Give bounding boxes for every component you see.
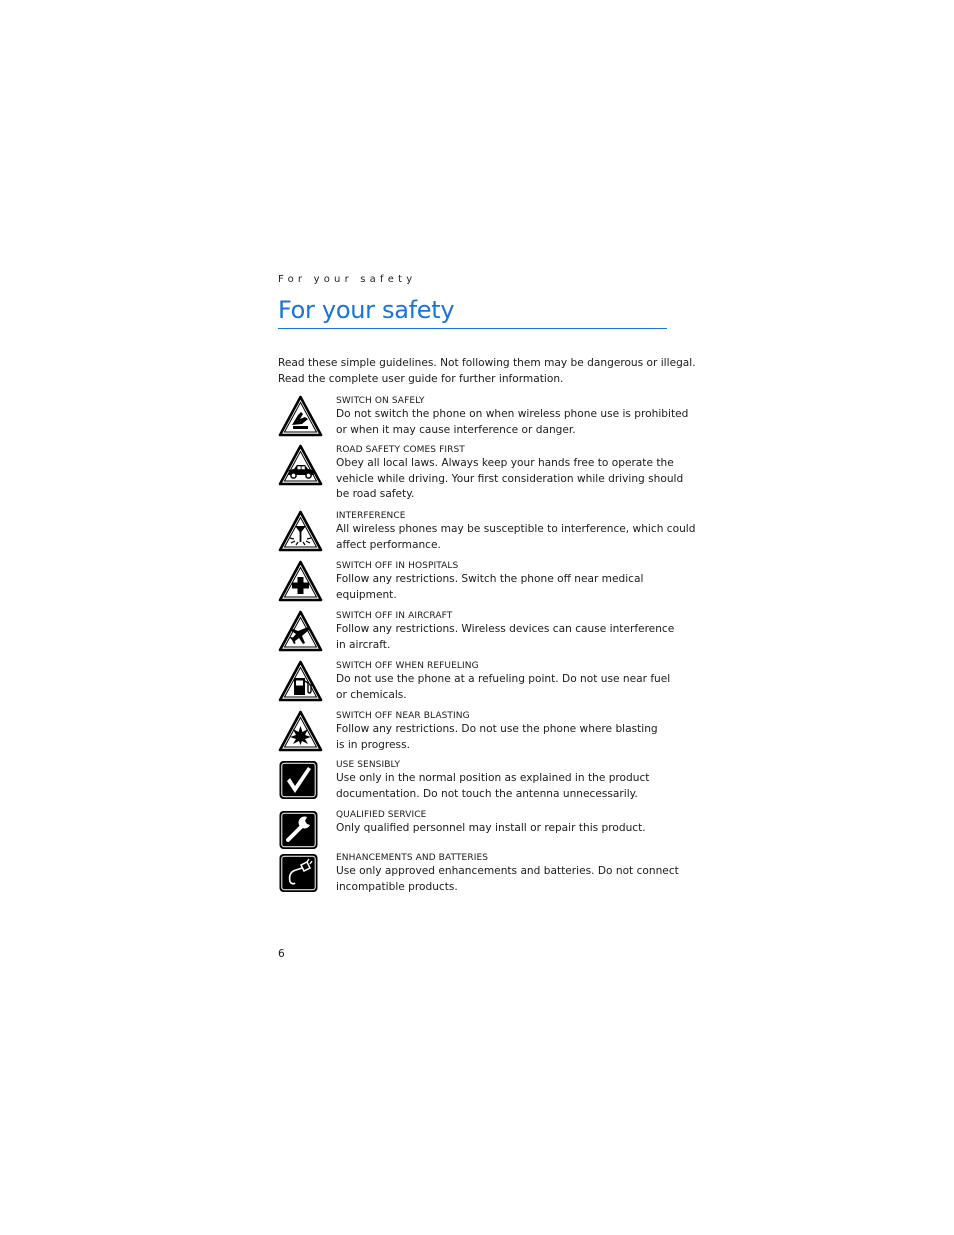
intro-line: Read the complete user guide for further information.: [278, 373, 564, 385]
safety-item-text-line: be road safety.: [336, 488, 415, 501]
safety-item-text-line: or when it may cause interference or danger.: [336, 423, 576, 436]
safety-item-text-line: vehicle while driving. Your first consideration while driving should: [336, 472, 684, 485]
safety-item-heading: SWITCH ON SAFELY: [336, 396, 425, 406]
safety-item-text-line: or chemicals.: [336, 688, 407, 701]
explosion-warning-icon: [278, 710, 323, 752]
hospital-cross-warning-icon: [278, 560, 323, 602]
intro-paragraph: [278, 355, 696, 387]
page-number: 6: [278, 948, 285, 960]
safety-item-text-line: incompatible products.: [336, 880, 458, 893]
car-warning-icon: [278, 444, 323, 486]
intro-line: Read these simple guidelines. Not following them may be dangerous or illegal.: [278, 357, 696, 369]
safety-item-text-line: Follow any restrictions. Do not use the phone where blasting: [336, 723, 658, 735]
safety-item-text-line: affect performance.: [336, 538, 441, 551]
safety-item-text-line: documentation. Do not touch the antenna unnecessarily.: [336, 787, 638, 800]
battery-plug-icon: [278, 852, 323, 894]
safety-item-heading: SWITCH OFF WHEN REFUELING: [336, 661, 479, 671]
wrench-icon: [278, 809, 323, 851]
safety-item-text-line: Use only approved enhancements and batteries. Do not connect: [336, 865, 679, 877]
checkmark-icon: [278, 759, 323, 801]
safety-item-heading: SWITCH OFF IN AIRCRAFT: [336, 611, 453, 621]
safety-item-heading: SWITCH OFF NEAR BLASTING: [336, 711, 470, 721]
safety-item-text-line: Follow any restrictions. Wireless devices can cause interference: [336, 623, 675, 635]
safety-item-text-line: equipment.: [336, 588, 397, 601]
running-header: For your safety: [278, 274, 417, 285]
safety-item-text-line: in aircraft.: [336, 638, 391, 651]
safety-item-text-line: Only qualified personnel may install or repair this product.: [336, 822, 646, 834]
safety-item-text-line: Use only in the normal position as explained in the product: [336, 772, 650, 784]
safety-item-heading: INTERFERENCE: [336, 511, 406, 521]
safety-item-heading: QUALIFIED SERVICE: [336, 810, 427, 820]
aircraft-warning-icon: [278, 610, 323, 652]
safety-item-text-line: Follow any restrictions. Switch the phone off near medical: [336, 573, 644, 585]
hand-power-warning-icon: [278, 395, 323, 437]
safety-item-text-line: Do not switch the phone on when wireless phone use is prohibited: [336, 408, 689, 420]
safety-item-text-line: Do not use the phone at a refueling point. Do not use near fuel: [336, 673, 671, 685]
safety-item-heading: SWITCH OFF IN HOSPITALS: [336, 561, 459, 571]
fuel-pump-warning-icon: [278, 660, 323, 702]
safety-item-text-line: All wireless phones may be susceptible to interference, which could: [336, 523, 696, 535]
safety-item-text-line: Obey all local laws. Always keep your hands free to operate the: [336, 457, 674, 469]
title-rule: [278, 328, 667, 329]
safety-item-heading: ENHANCEMENTS AND BATTERIES: [336, 853, 489, 863]
safety-item-heading: USE SENSIBLY: [336, 760, 401, 770]
safety-item-heading: ROAD SAFETY COMES FIRST: [336, 445, 465, 455]
page-title: For your safety: [278, 296, 455, 324]
safety-item-text-line: is in progress.: [336, 738, 410, 751]
interference-warning-icon: [278, 510, 323, 552]
